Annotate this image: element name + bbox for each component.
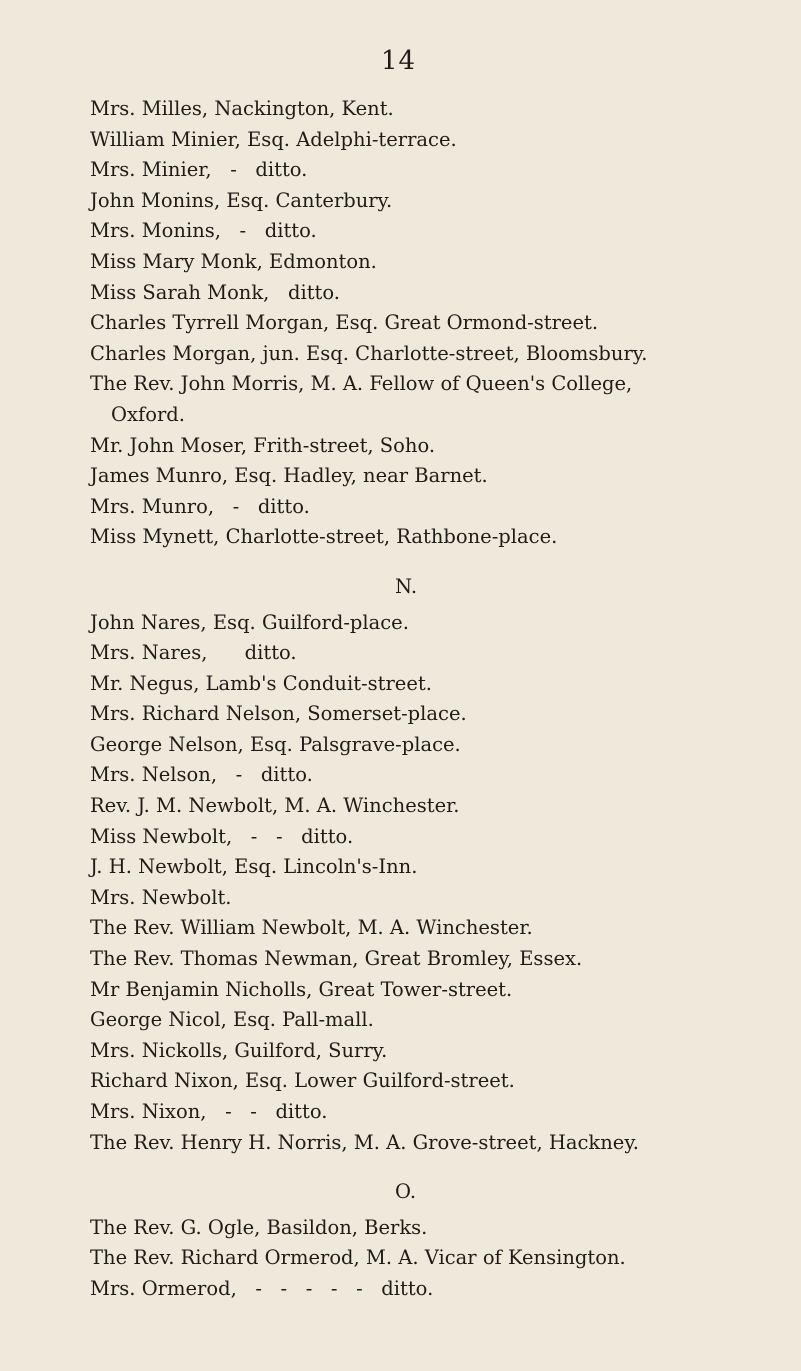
list-item: Miss Sarah Monk, ditto.	[90, 280, 340, 304]
list-item: Mrs. Monins, - ditto.	[90, 219, 317, 243]
list-item: The Rev. G. Ogle, Basildon, Berks.	[90, 1215, 428, 1239]
list-item: John Nares, Esq. Guilford-place.	[90, 610, 409, 634]
list-item: Mrs. Ormerod, - - - - - ditto.	[90, 1276, 434, 1300]
subscriber-list	[90, 94, 790, 1305]
list-item: Charles Tyrrell Morgan, Esq. Great Ormond-street.	[90, 311, 599, 335]
list-item: James Munro, Esq. Hadley, near Barnet.	[90, 464, 488, 488]
list-item: Mrs. Milles, Nackington, Kent.	[90, 97, 394, 120]
list-item: Mrs. Nickolls, Guilford, Surry.	[90, 1038, 388, 1062]
list-item: Richard Nixon, Esq. Lower Guilford-street.	[90, 1069, 515, 1093]
list-item: Mrs. Minier, - ditto.	[90, 158, 308, 182]
list-item: Mrs. Richard Nelson, Somerset-place.	[90, 702, 467, 726]
section-heading: O.	[395, 1180, 417, 1204]
list-item: Mrs. Munro, - ditto.	[90, 494, 310, 518]
list-item: Rev. J. M. Newbolt, M. A. Winchester.	[90, 794, 460, 818]
list-item: The Rev. Thomas Newman, Great Bromley, Essex.	[90, 947, 583, 971]
list-item: Mrs. Newbolt.	[90, 885, 232, 909]
list-item: Miss Mynett, Charlotte-street, Rathbone-place.	[90, 525, 558, 549]
list-item: William Minier, Esq. Adelphi-terrace.	[90, 127, 457, 151]
list-item: Miss Newbolt, - - ditto.	[90, 824, 354, 848]
list-item: Charles Morgan, jun. Esq. Charlotte-street, Bloomsbury.	[90, 341, 648, 365]
page-number: 14	[381, 46, 417, 76]
list-item: The Rev. John Morris, M. A. Fellow of Queen's College,	[90, 372, 633, 396]
list-item: The Rev. Richard Ormerod, M. A. Vicar of Kensington.	[90, 1246, 626, 1270]
list-item: The Rev. William Newbolt, M. A. Winchester.	[90, 916, 533, 940]
list-item: Mrs. Nares, ditto.	[90, 641, 297, 665]
section-heading: N.	[395, 574, 418, 598]
list-item-continuation: Oxford.	[111, 402, 185, 426]
list-item: Mr. Negus, Lamb's Conduit-street.	[90, 671, 432, 695]
list-item: Mrs. Nixon, - - ditto.	[90, 1100, 328, 1123]
list-item: Miss Mary Monk, Edmonton.	[90, 249, 377, 273]
list-item: George Nelson, Esq. Palsgrave-place.	[90, 732, 461, 756]
list-item: John Monins, Esq. Canterbury.	[90, 188, 393, 212]
list-item: J. H. Newbolt, Esq. Lincoln's-Inn.	[90, 855, 418, 879]
list-item: Mr. John Moser, Frith-street, Soho.	[90, 433, 436, 457]
list-item: George Nicol, Esq. Pall-mall.	[90, 1008, 374, 1032]
list-item: The Rev. Henry H. Norris, M. A. Grove-street, Hackney.	[90, 1130, 639, 1154]
list-item: Mr Benjamin Nicholls, Great Tower-street.	[90, 977, 513, 1001]
list-item: Mrs. Nelson, - ditto.	[90, 763, 313, 787]
